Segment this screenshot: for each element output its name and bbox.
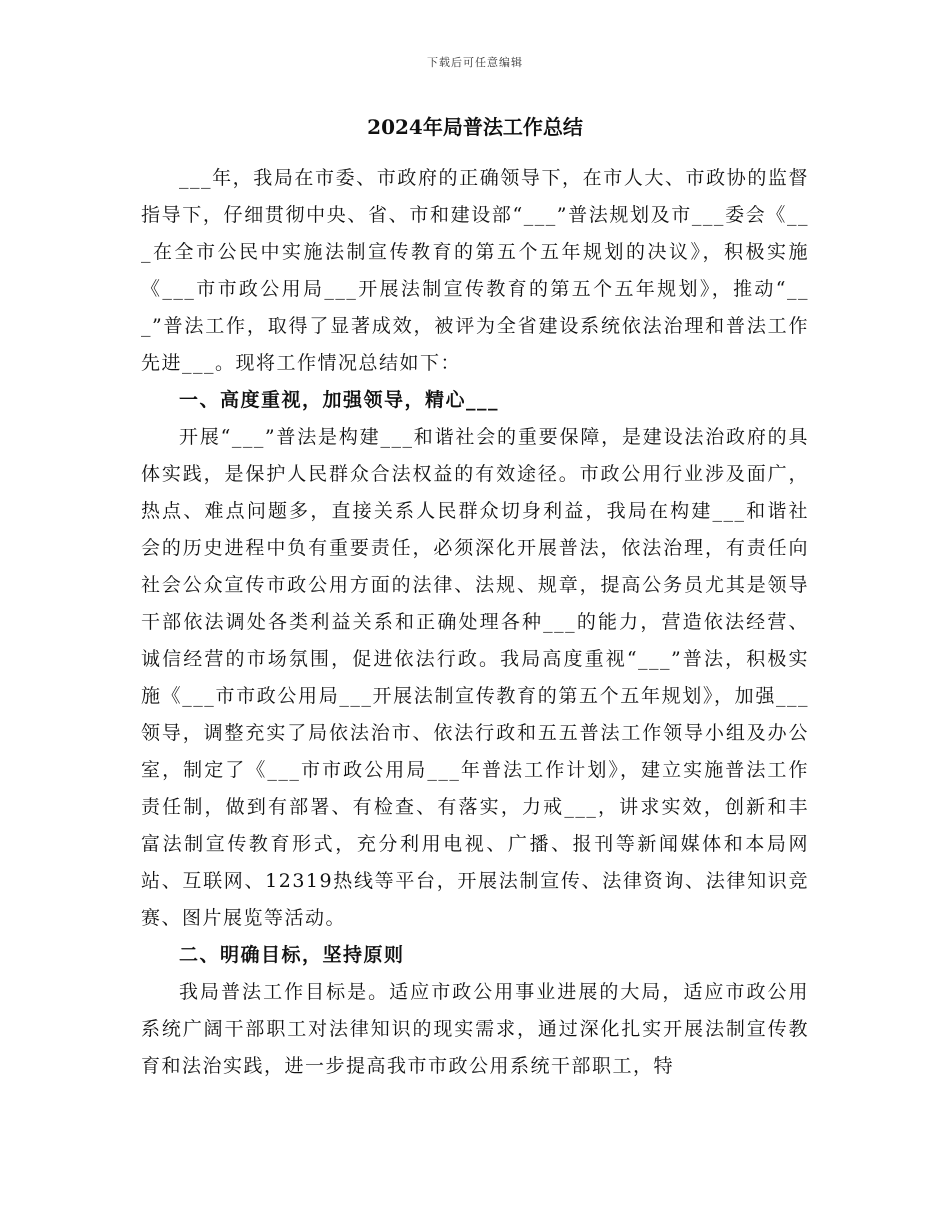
section-2-paragraph: 我局普法工作目标是。适应市政公用事业进展的大局，适应市政公用系统广阔干部职工对法律知识的现实需求，通过深化扎实开展法制宣传教育和法治实践，进一步提高我市市政公用系统干部职工，特 (141, 981, 809, 1077)
document-title: 2024年局普法工作总结 (367, 115, 583, 139)
document-body (141, 112, 809, 1085)
section-1-paragraph: 开展“___”普法是构建___和谐社会的重要保障，是建设法治政府的具体实践，是保护人民群众合法权益的有效途径。市政公用行业涉及面广，热点、难点问题多，直接关系人民群众切身利益，我局在构建___和谐社会的历史进程中负有重要责任，必须深化开展普法，依法治理，有责任向社会公众宣传市政公用方面的法律、法规、规章，提高公务员尤其是领导干部依法调处各类利益关系和正确处理各种___的能力，营造依法经营、诚信经营的市场氛围，促进依法行政。我局高度重视“___”普法，积极实施《___市市政公用局___开展法制宣传教育的第五个五年规划》，加强___领导，调整充实了局依法治市、依法行政和五五普法工作领导小组及办公室，制定了《___市市政公用局___年普法工作计划》，建立实施普法工作责任制，做到有部署、有检查、有落实，力戒___，讲求实效，创新和丰富法制宣传教育形式，充分利用电视、广播、报刊等新闻媒体和本局网站、互联网、12319热线等平台，开展法制宣传、法律资询、法律知识竞赛、图片展览等活动。 (141, 426, 809, 929)
section-1-heading: 一、高度重视，加强领导，精心___ (179, 389, 500, 411)
intro-paragraph: ___年，我局在市委、市政府的正确领导下，在市人大、市政协的监督指导下，仔细贯彻中央、省、市和建设部“___”普法规划及市___委会《___在全市公民中实施法制宣传教育的第五个五年规划的决议》，积极实施《___市市政公用局___开展法制宣传教育的第五个五年规划》，推动“___”普法工作，取得了显著成效，被评为全省建设系统依法治理和普法工作先进___。现将工作情况总结如下： (141, 167, 809, 374)
header-note: 下载后可任意编辑 (427, 56, 523, 69)
section-2-heading: 二、明确目标，坚持原则 (179, 944, 405, 966)
